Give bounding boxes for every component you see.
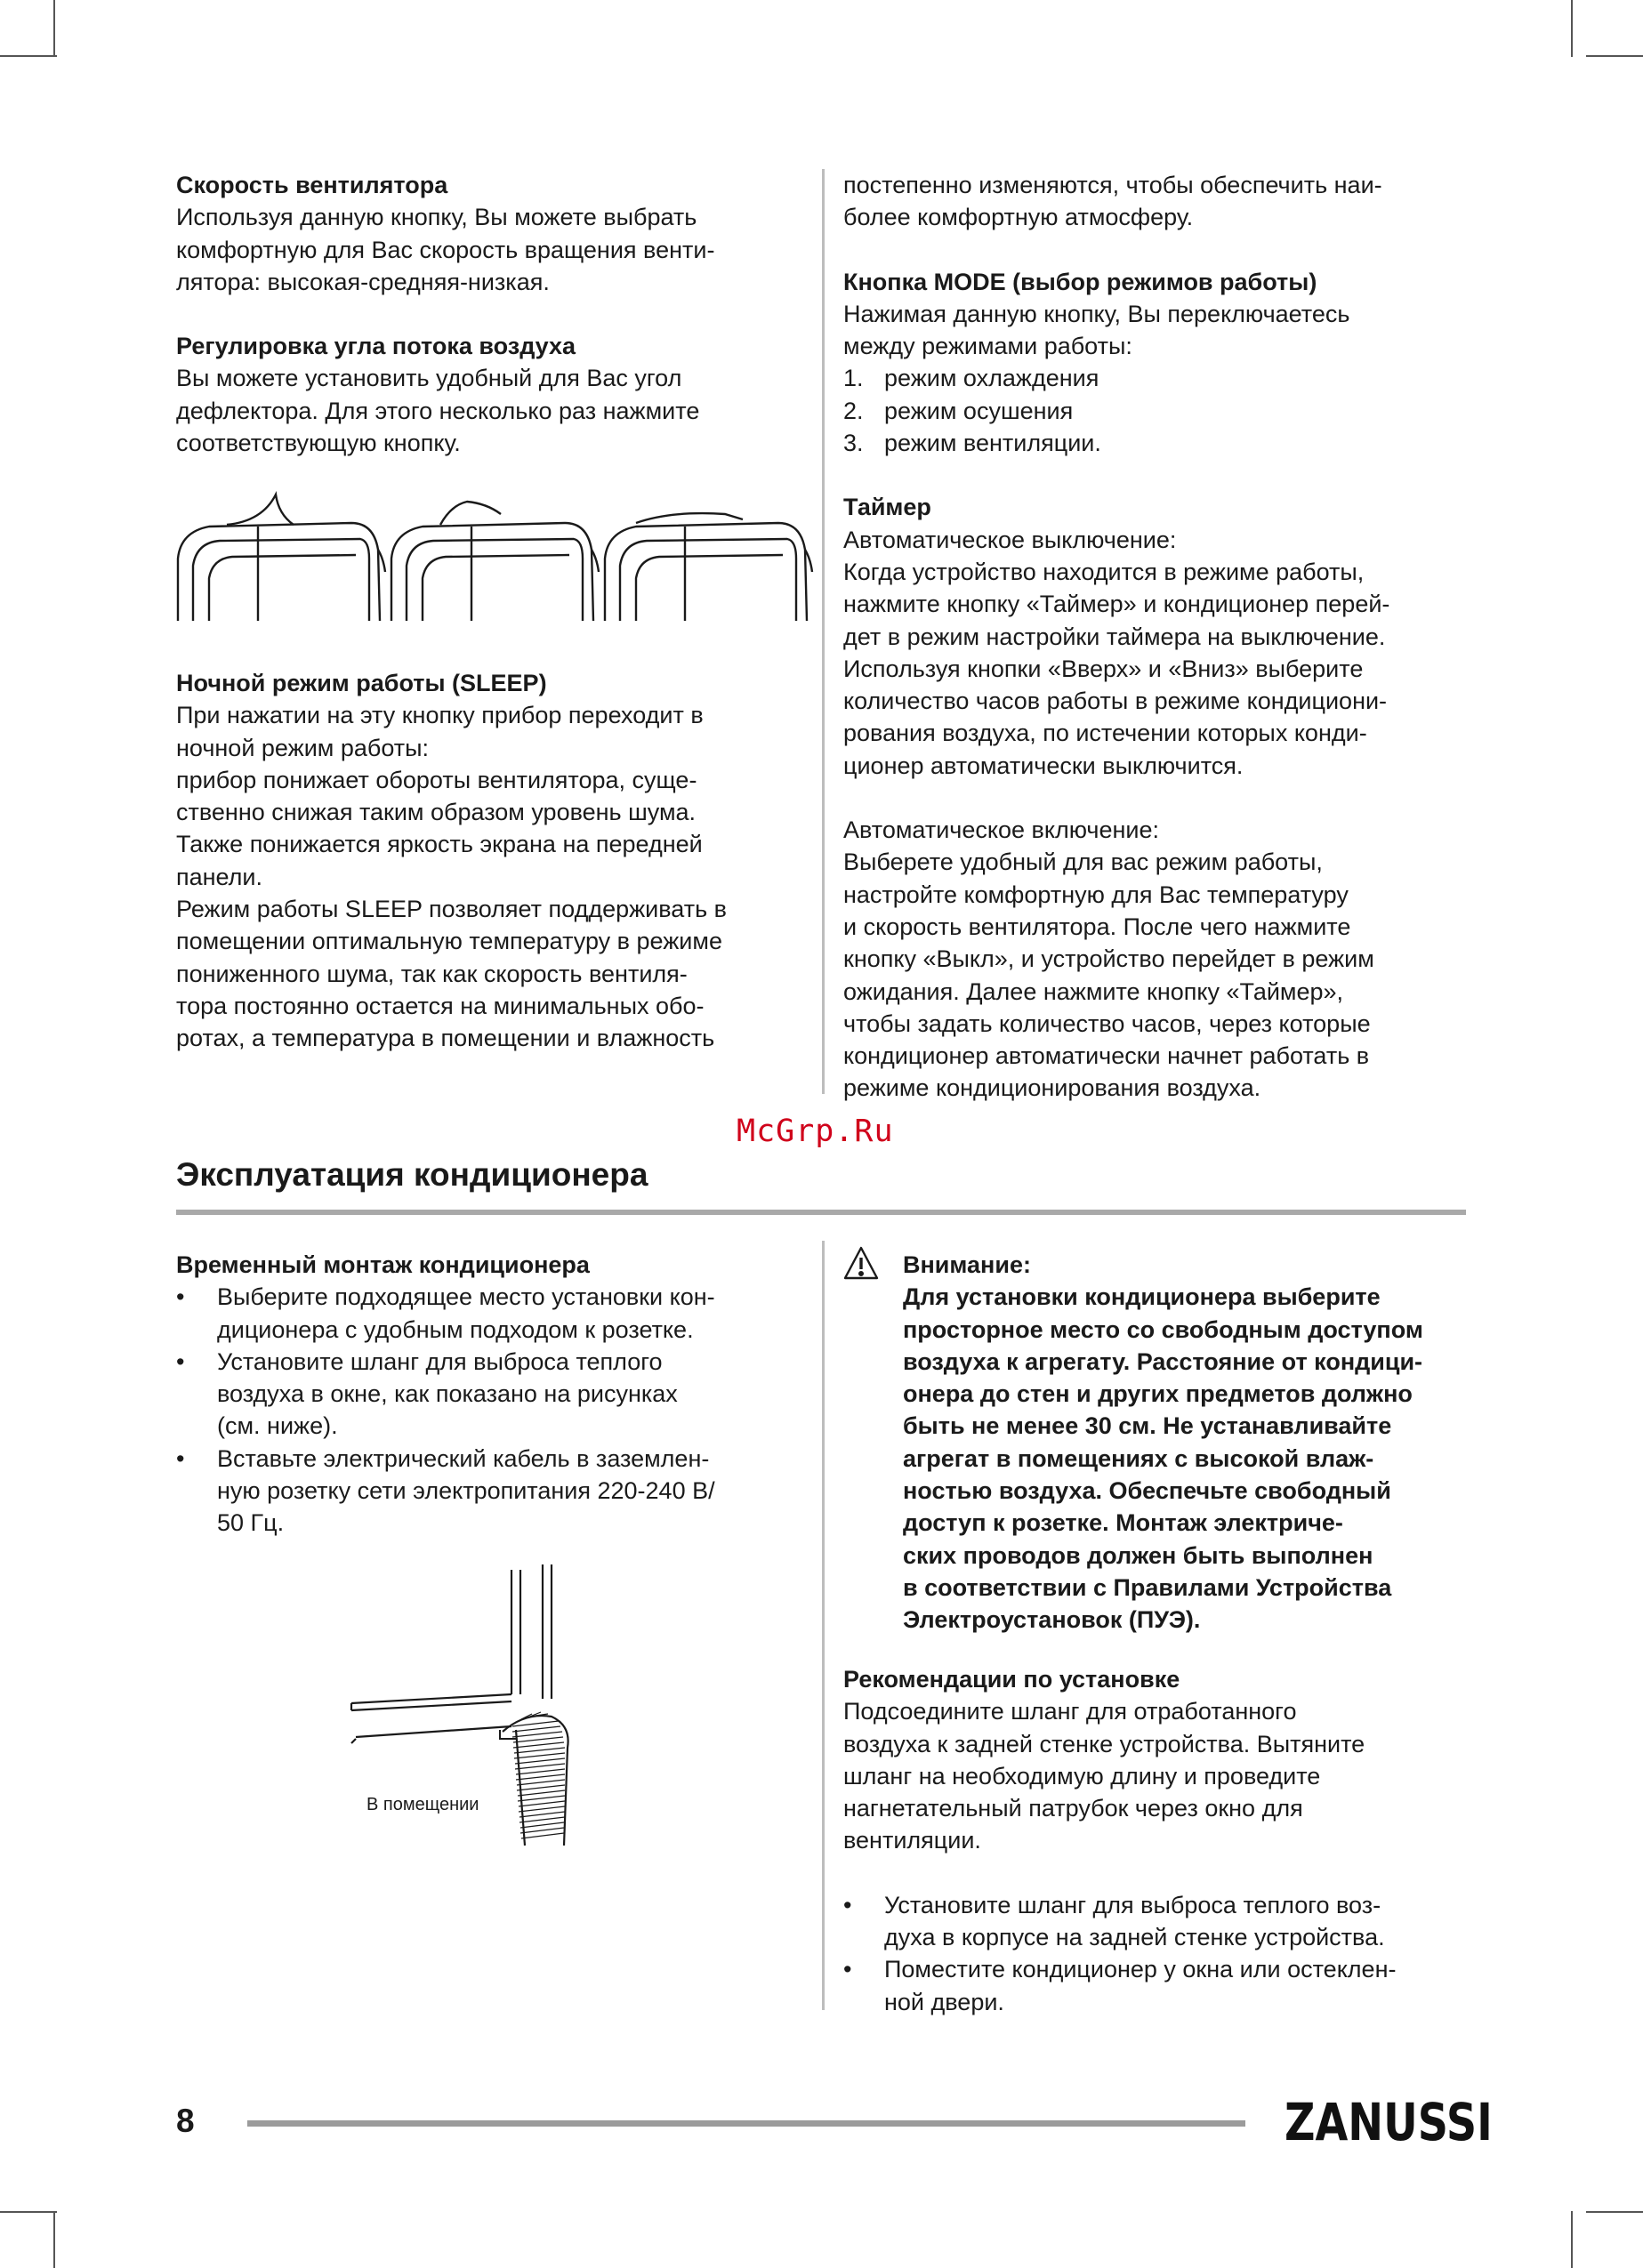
airflow-line: Вы можете установить удобный для Вас угол	[176, 365, 682, 392]
left-top-column-sleep	[176, 667, 808, 1055]
sleep-line: Также понижается яркость экрана на передней	[176, 831, 703, 858]
footer-rule	[247, 2120, 1245, 2127]
fan-speed-line: лятора: высокая-средняя-низкая.	[176, 268, 550, 295]
timer-off-line: количество часов работы в режиме кондициони-	[843, 688, 1388, 715]
warning-icon	[842, 1245, 880, 1281]
sleep-line: помещении оптимальную температуру в режиме	[176, 928, 722, 955]
recommend-line: вентиляции.	[843, 1827, 981, 1854]
sleep-line: Режим работы SLEEP позволяет поддерживать в	[176, 896, 728, 923]
timer-off-line: ционер автоматически выключится.	[843, 752, 1244, 779]
sleep-line: ственно снижая таким образом уровень шума.	[176, 799, 697, 826]
deflector-unit-2	[391, 502, 599, 621]
mode-heading: Кнопка MODE (выбор режимов работы)	[843, 268, 1317, 295]
timer-on-line: кондиционер автоматически начнет работать в	[843, 1042, 1370, 1070]
timer-on-line: Выберете удобный для вас режим работы,	[843, 848, 1323, 876]
left-top-column	[176, 169, 808, 459]
timer-off-line: Когда устройство находится в режиме работы,	[843, 558, 1365, 585]
sleep-heading: Ночной режим работы (SLEEP)	[176, 670, 547, 696]
airflow-heading: Регулировка угла потока воздуха	[176, 333, 576, 360]
timer-off-line: нажмите кнопку «Таймер» и кондиционер перей-	[843, 591, 1390, 618]
recommend-list	[843, 1889, 1466, 2018]
warning-line: воздуха к агрегату. Расстояние от кондици-	[903, 1347, 1423, 1375]
fan-speed-heading: Скорость вентилятора	[176, 172, 448, 198]
deflector-illustration	[173, 487, 805, 630]
temp-install-heading: Временный монтаж кондиционера	[176, 1251, 590, 1278]
recommend-line: Подсоедините шланг для отработанного	[843, 1698, 1297, 1725]
sleep-line: При нажатии на эту кнопку прибор переходит в	[176, 702, 704, 729]
temp-install-list	[176, 1281, 808, 1539]
list-item: • Вставьте электрический кабель в заземлен- ную розетку сети электропитания 220-240 В/ 50 Гц.	[176, 1444, 715, 1537]
warning-line: просторное место со свободным доступом	[903, 1315, 1423, 1343]
recommend-block	[843, 1663, 1466, 2018]
sleep-line: панели.	[176, 863, 263, 890]
timer-on-line: ожидания. Далее нажмите кнопку «Таймер»,	[843, 977, 1344, 1005]
section-title: Эксплуатация кондиционера	[176, 1156, 648, 1193]
fan-speed-line: комфортную для Вас скорость вращения венти-	[176, 236, 715, 263]
continuation-line: постепенно изменяются, чтобы обеспечить наи-	[843, 172, 1382, 198]
recommend-line: нагнетательный патрубок через окно для	[843, 1795, 1303, 1822]
list-item: 2. режим осушения	[843, 397, 1074, 424]
recommend-line: шланг на необходимую длину и проведите	[843, 1762, 1321, 1789]
timer-on-line: настройте комфортную для Вас температуру	[843, 881, 1349, 908]
watermark: McGrp.Ru	[737, 1114, 894, 1149]
timer-off-line: рования воздуха, по истечении которых конди-	[843, 720, 1367, 747]
timer-off-line: дет в режим настройки таймера на выключение.	[843, 623, 1386, 650]
list-item: • Установите шланг для выброса теплого воз- духа в корпусе на задней стенке устройства.	[843, 1891, 1385, 1951]
warning-line: быть не менее 30 см. Не устанавливайте	[903, 1412, 1392, 1440]
sleep-line: прибор понижает обороты вентилятора, суще-	[176, 766, 697, 793]
timer-on-line: и скорость вентилятора. После чего нажмите	[843, 913, 1351, 940]
warning-line: ских проводов должен быть выполнен	[903, 1541, 1373, 1569]
deflector-unit-1	[178, 495, 385, 621]
right-top-column	[843, 169, 1466, 1105]
list-item: • Установите шланг для выброса теплого воздуха в окне, как показано на рисунках (см. ниже).	[176, 1347, 678, 1440]
deflector-unit-3	[605, 513, 812, 621]
crop-mark	[53, 2211, 55, 2268]
timer-on-line: режиме кондиционирования воздуха.	[843, 1074, 1261, 1102]
warning-block	[903, 1249, 1472, 1637]
list-item: 1. режим охлаждения	[843, 365, 1099, 392]
airflow-line: соответствующую кнопку.	[176, 430, 461, 457]
list-item: • Поместите кондиционер у окна или остеклен- ной двери.	[843, 1956, 1397, 2015]
fan-speed-line: Используя данную кнопку, Вы можете выбрать	[176, 204, 697, 231]
timer-on-line: Автоматическое включение:	[843, 816, 1159, 844]
mode-list	[843, 362, 1466, 459]
timer-heading: Таймер	[843, 494, 931, 521]
figure-label: В помещении	[366, 1795, 479, 1814]
warning-line: Для установки кондиционера выберите	[903, 1283, 1381, 1311]
recommend-line: воздуха к задней стенке устройства. Вытяните	[843, 1730, 1365, 1757]
mode-line: Нажимая данную кнопку, Вы переключаетесь	[843, 300, 1350, 327]
warning-title: Внимание:	[903, 1251, 1031, 1278]
section-rule	[176, 1210, 1466, 1215]
left-bottom-column	[176, 1249, 808, 1540]
airflow-line: дефлектора. Для этого несколько раз нажмите	[176, 397, 700, 424]
list-item: 3. режим вентиляции.	[843, 430, 1101, 457]
warning-line: онера до стен и других предметов должно	[903, 1380, 1413, 1408]
crop-mark	[1586, 2211, 1643, 2213]
page-number: 8	[176, 2103, 195, 2139]
crop-mark	[1586, 55, 1643, 57]
crop-mark	[0, 2211, 57, 2213]
column-divider	[822, 169, 825, 1094]
timer-on-line: кнопку «Выкл», и устройство перейдет в режим	[843, 945, 1374, 973]
sleep-line: пониженного шума, так как скорость вентиля-	[176, 960, 688, 987]
timer-on-line: чтобы задать количество часов, через которые	[843, 1009, 1371, 1037]
sleep-line: ротах, а температура в помещении и влажность	[176, 1025, 715, 1052]
crop-mark	[53, 0, 55, 57]
mode-line: между режимами работы:	[843, 333, 1132, 360]
timer-off-line: Автоматическое выключение:	[843, 526, 1177, 553]
list-item: • Выберите подходящее место установки кон- диционера с удобным подходом к розетке.	[176, 1283, 715, 1343]
warning-line: в соответствии с Правилами Устройства	[903, 1573, 1392, 1601]
sleep-line: ночной режим работы:	[176, 734, 430, 761]
warning-line: Электроустановок (ПУЭ).	[903, 1606, 1201, 1634]
continuation-line: более комфортную атмосферу.	[843, 204, 1194, 231]
crop-mark	[0, 55, 57, 57]
warning-line: ностью воздуха. Обеспечьте свободный	[903, 1477, 1391, 1505]
warning-line: доступ к розетке. Монтаж электриче-	[903, 1509, 1343, 1537]
column-divider	[822, 1241, 825, 2010]
timer-off-line: Используя кнопки «Вверх» и «Вниз» выберите	[843, 655, 1364, 682]
crop-mark	[1571, 0, 1573, 57]
recommend-heading: Рекомендации по установке	[843, 1666, 1180, 1693]
warning-line: агрегат в помещениях с высокой влаж-	[903, 1444, 1374, 1472]
brand-logo: ZANUSSI	[1285, 2092, 1493, 2152]
crop-mark	[1571, 2211, 1573, 2268]
sleep-line: тора постоянно остается на минимальных обо-	[176, 992, 705, 1019]
